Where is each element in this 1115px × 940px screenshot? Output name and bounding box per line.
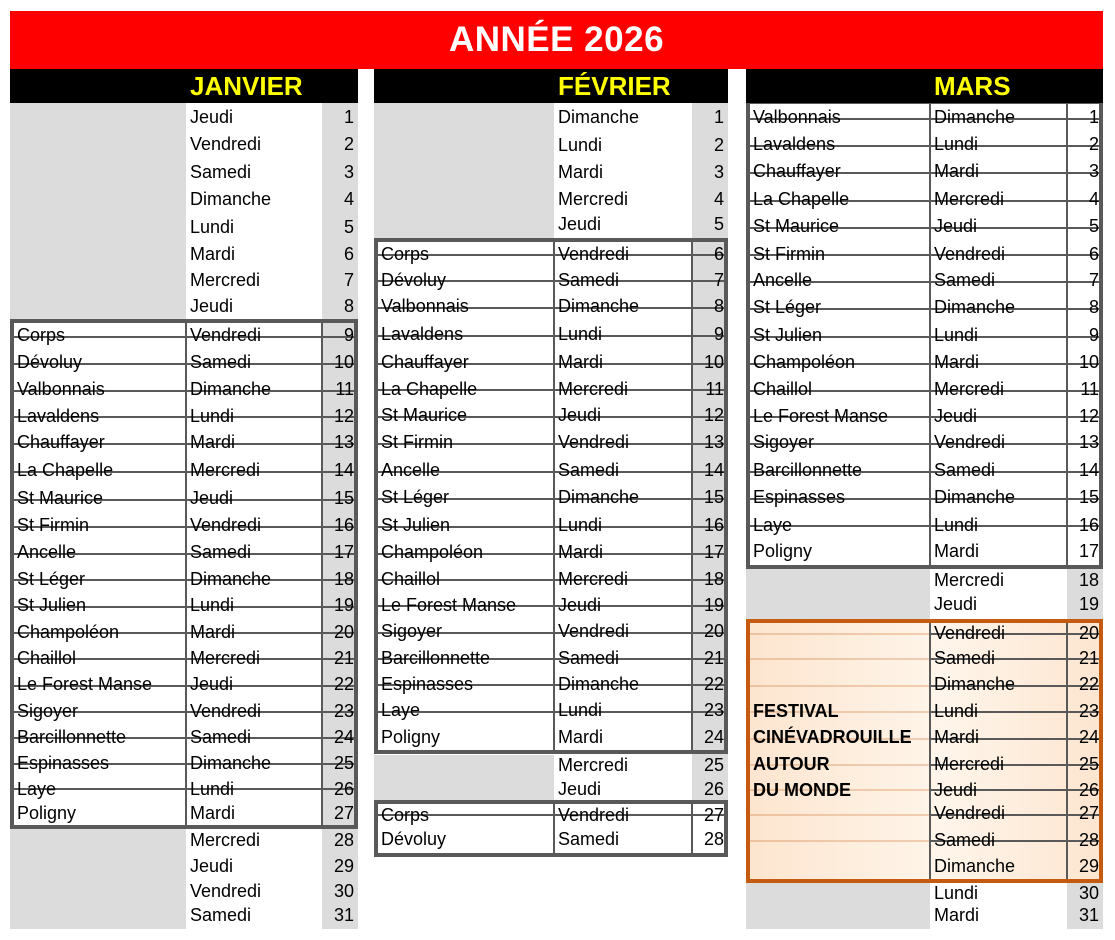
village-name: Chauffayer [381, 352, 469, 372]
village-name: Chaillol [753, 379, 813, 399]
day-name: Lundi [934, 883, 979, 903]
village-name: Corps [381, 244, 430, 264]
date-number: 11 [1080, 379, 1099, 399]
day-name: Jeudi [190, 674, 234, 694]
village-name: Poligny [381, 727, 441, 747]
date-number: 25 [703, 755, 724, 775]
date-number: 23 [333, 701, 354, 721]
day-name: Jeudi [558, 214, 602, 234]
date-number: 21 [1078, 648, 1099, 668]
day-name: Mardi [934, 727, 980, 747]
date-number: 2 [713, 135, 724, 155]
day-name: Mardi [934, 541, 980, 561]
date-number: 27 [333, 803, 354, 823]
day-name: Lundi [934, 515, 979, 535]
village-name: St Julien [381, 515, 451, 535]
festival-label: FESTIVAL [753, 701, 839, 721]
date-number: 28 [703, 829, 724, 849]
day-name: Vendredi [190, 515, 262, 535]
festival-frame [746, 619, 1103, 883]
month-header-mar [746, 69, 1103, 103]
date-number: 28 [333, 830, 354, 850]
village-name: Dévoluy [381, 829, 447, 849]
village-name: La Chapelle [753, 189, 850, 209]
day-name: Vendredi [934, 623, 1006, 643]
date-number: 12 [1078, 406, 1099, 426]
date-number: 10 [333, 352, 354, 372]
day-name: Dimanche [558, 487, 640, 507]
day-name: Mercredi [558, 189, 629, 209]
date-number: 31 [333, 905, 354, 925]
date-number: 19 [703, 595, 724, 615]
day-name: Vendredi [190, 701, 262, 721]
village-name: Lavaldens [753, 134, 836, 154]
village-name: Poligny [753, 541, 813, 561]
day-name: Mercredi [558, 755, 629, 775]
month-header-jan [10, 69, 358, 103]
day-name: Samedi [558, 829, 620, 849]
day-name: Samedi [190, 727, 252, 747]
village-name: Le Forest Manse [17, 674, 153, 694]
date-number: 13 [703, 432, 724, 452]
date-number: 20 [703, 621, 724, 641]
village-name: Dévoluy [17, 352, 83, 372]
day-name: Jeudi [558, 779, 602, 799]
date-number: 24 [703, 727, 724, 747]
day-name: Dimanche [190, 569, 272, 589]
day-name: Mardi [190, 622, 236, 642]
village-name: Poligny [17, 803, 77, 823]
village-name: St Maurice [753, 216, 840, 236]
village-name: Chaillol [381, 569, 441, 589]
date-number: 2 [1088, 134, 1099, 154]
day-name: Vendredi [190, 881, 262, 901]
day-name: Mercredi [558, 569, 629, 589]
date-number: 7 [713, 270, 724, 290]
month-name: MARS [934, 71, 1011, 101]
day-name: Jeudi [190, 107, 234, 127]
date-number: 12 [703, 405, 724, 425]
day-name: Dimanche [934, 674, 1016, 694]
village-name: Corps [381, 805, 430, 825]
day-name: Mardi [190, 803, 236, 823]
day-name: Mercredi [190, 270, 261, 290]
date-number: 9 [1088, 325, 1099, 345]
village-name: Le Forest Manse [381, 595, 517, 615]
day-name: Jeudi [934, 216, 978, 236]
day-name: Samedi [190, 542, 252, 562]
village-name: St Léger [17, 569, 86, 589]
village-name: Barcillonnette [17, 727, 127, 747]
village-name: Laye [753, 515, 793, 535]
date-number: 18 [1078, 570, 1099, 590]
date-number: 23 [703, 700, 724, 720]
village-name: Chauffayer [753, 161, 841, 181]
gray-fill [746, 882, 930, 929]
date-number: 10 [1078, 352, 1099, 372]
date-number: 16 [703, 515, 724, 535]
date-number: 19 [1078, 594, 1099, 614]
date-number: 31 [1078, 905, 1099, 925]
day-name: Dimanche [558, 674, 640, 694]
day-name: Jeudi [190, 488, 234, 508]
date-number: 28 [1078, 830, 1099, 850]
village-name: Corps [17, 325, 66, 345]
village-name: Champoléon [753, 352, 856, 372]
day-name: Vendredi [190, 134, 262, 154]
village-name: St Julien [753, 325, 823, 345]
day-name: Mercredi [934, 189, 1005, 209]
day-name: Lundi [190, 406, 235, 426]
date-number: 8 [1088, 297, 1099, 317]
date-number: 24 [333, 727, 354, 747]
date-number: 17 [333, 542, 354, 562]
festival-label: AUTOUR [753, 754, 830, 774]
village-name: St Firmin [381, 432, 453, 452]
village-name: St Maurice [17, 488, 104, 508]
gray-fill [374, 103, 554, 239]
date-number: 11 [705, 379, 724, 399]
date-number: 16 [333, 515, 354, 535]
day-name: Dimanche [558, 107, 640, 127]
day-name: Mercredi [558, 379, 629, 399]
day-name: Mardi [190, 432, 236, 452]
date-number: 3 [343, 162, 354, 182]
festival-label: DU MONDE [753, 780, 851, 800]
village-name: Ancelle [381, 460, 441, 480]
village-name: St Maurice [381, 405, 468, 425]
day-name: Mercredi [934, 379, 1005, 399]
village-name: St Léger [381, 487, 450, 507]
day-name: Mercredi [190, 460, 261, 480]
day-name: Lundi [190, 779, 235, 799]
date-number: 20 [1078, 623, 1099, 643]
day-name: Mercredi [934, 754, 1005, 774]
village-name: Sigoyer [753, 432, 815, 452]
date-number: 5 [343, 217, 354, 237]
village-name: Champoléon [17, 622, 120, 642]
date-number: 21 [703, 648, 724, 668]
date-number: 11 [335, 379, 354, 399]
day-name: Jeudi [934, 406, 978, 426]
gray-fill [10, 829, 186, 929]
date-number: 27 [703, 805, 724, 825]
day-name: Vendredi [934, 803, 1006, 823]
day-name: Lundi [558, 515, 603, 535]
date-number: 26 [1078, 780, 1099, 800]
day-name: Vendredi [558, 244, 630, 264]
date-number: 30 [333, 881, 354, 901]
date-number: 26 [333, 779, 354, 799]
day-name: Vendredi [190, 325, 262, 345]
day-name: Dimanche [190, 189, 272, 209]
date-number: 3 [713, 162, 724, 182]
day-name: Dimanche [190, 753, 272, 773]
date-number: 25 [333, 753, 354, 773]
day-name: Jeudi [934, 780, 978, 800]
village-name: Espinasses [381, 674, 474, 694]
date-number: 6 [713, 244, 724, 264]
village-name: Espinasses [753, 487, 846, 507]
day-name: Dimanche [934, 107, 1016, 127]
day-name: Mardi [934, 905, 980, 925]
day-name: Dimanche [558, 296, 640, 316]
date-number: 1 [343, 107, 354, 127]
day-name: Samedi [558, 270, 620, 290]
day-name: Jeudi [934, 594, 978, 614]
day-name: Lundi [558, 700, 603, 720]
date-number: 10 [703, 352, 724, 372]
date-number: 14 [1078, 460, 1099, 480]
village-name: Laye [17, 779, 57, 799]
village-name: Lavaldens [381, 324, 464, 344]
date-number: 20 [333, 622, 354, 642]
village-name: Sigoyer [17, 701, 79, 721]
day-name: Dimanche [934, 856, 1016, 876]
village-name: St Firmin [17, 515, 89, 535]
day-name: Samedi [558, 648, 620, 668]
day-name: Lundi [934, 325, 979, 345]
day-name: Mercredi [934, 570, 1005, 590]
date-number: 26 [703, 779, 724, 799]
day-name: Jeudi [190, 296, 234, 316]
day-name: Mardi [558, 542, 604, 562]
date-number: 18 [703, 569, 724, 589]
gray-fill [374, 755, 554, 800]
date-number: 17 [1078, 541, 1099, 561]
village-name: Ancelle [753, 270, 813, 290]
date-number: 15 [703, 487, 724, 507]
village-name: Valbonnais [753, 107, 841, 127]
date-number: 15 [333, 488, 354, 508]
date-number: 27 [1078, 803, 1099, 823]
village-name: Espinasses [17, 753, 110, 773]
date-number: 17 [703, 542, 724, 562]
date-number: 7 [1088, 270, 1099, 290]
date-number: 9 [713, 324, 724, 344]
day-name: Dimanche [190, 379, 272, 399]
village-name: Valbonnais [17, 379, 105, 399]
village-name: St Léger [753, 297, 822, 317]
day-name: Lundi [558, 324, 603, 344]
date-number: 6 [343, 244, 354, 264]
date-number: 13 [333, 432, 354, 452]
village-name: St Firmin [753, 244, 825, 264]
date-number: 22 [703, 674, 724, 694]
day-name: Vendredi [558, 432, 630, 452]
date-number: 22 [333, 674, 354, 694]
village-name: Valbonnais [381, 296, 469, 316]
date-number: 29 [333, 856, 354, 876]
village-name: La Chapelle [381, 379, 478, 399]
date-number: 1 [713, 107, 724, 127]
day-name: Lundi [934, 134, 979, 154]
day-name: Samedi [190, 352, 252, 372]
date-number: 8 [713, 296, 724, 316]
day-name: Mercredi [190, 648, 261, 668]
date-number: 1 [1088, 107, 1099, 127]
gray-fill [10, 103, 186, 321]
date-number: 6 [1088, 244, 1099, 264]
day-name: Jeudi [190, 856, 234, 876]
date-number: 22 [1078, 674, 1099, 694]
month-name: FÉVRIER [558, 71, 671, 101]
year-title: ANNÉE 2026 [10, 11, 1103, 69]
village-name: Barcillonnette [381, 648, 491, 668]
day-name: Samedi [934, 830, 996, 850]
day-name: Dimanche [934, 487, 1016, 507]
village-name: Dévoluy [381, 270, 447, 290]
day-name: Dimanche [934, 297, 1016, 317]
date-number: 5 [1088, 216, 1099, 236]
date-number: 8 [343, 296, 354, 316]
day-name: Samedi [190, 905, 252, 925]
date-number: 4 [1088, 189, 1099, 209]
village-name: Sigoyer [381, 621, 443, 641]
day-name: Mardi [190, 244, 236, 264]
date-number: 4 [713, 189, 724, 209]
date-number: 13 [1078, 432, 1099, 452]
date-number: 15 [1078, 487, 1099, 507]
date-number: 4 [343, 189, 354, 209]
date-number: 23 [1078, 701, 1099, 721]
day-name: Samedi [190, 162, 252, 182]
day-name: Vendredi [558, 621, 630, 641]
date-number: 12 [333, 406, 354, 426]
day-name: Samedi [934, 270, 996, 290]
date-number: 3 [1088, 161, 1099, 181]
day-name: Samedi [558, 460, 620, 480]
date-number: 30 [1078, 883, 1099, 903]
date-number: 5 [713, 214, 724, 234]
date-number: 7 [343, 270, 354, 290]
village-name: Laye [381, 700, 421, 720]
village-name: Chaillol [17, 648, 77, 668]
date-number: 18 [333, 569, 354, 589]
day-name: Lundi [190, 217, 235, 237]
date-number: 2 [343, 134, 354, 154]
village-name: Chauffayer [17, 432, 105, 452]
date-number: 16 [1078, 515, 1099, 535]
village-name: St Julien [17, 595, 87, 615]
date-number: 14 [703, 460, 724, 480]
date-number: 9 [343, 325, 354, 345]
day-name: Samedi [934, 648, 996, 668]
date-number: 19 [333, 595, 354, 615]
day-name: Jeudi [558, 595, 602, 615]
village-name: Barcillonnette [753, 460, 863, 480]
day-name: Mardi [558, 727, 604, 747]
date-number: 25 [1078, 754, 1099, 774]
date-number: 14 [333, 460, 354, 480]
village-name: Lavaldens [17, 406, 100, 426]
month-header-feb [374, 69, 728, 103]
village-name: Le Forest Manse [753, 406, 889, 426]
village-name: La Chapelle [17, 460, 114, 480]
day-name: Jeudi [558, 405, 602, 425]
day-name: Mardi [558, 162, 604, 182]
date-number: 21 [333, 648, 354, 668]
gray-fill [746, 569, 930, 619]
day-name: Mardi [934, 352, 980, 372]
date-number: 29 [1078, 856, 1099, 876]
day-name: Vendredi [934, 244, 1006, 264]
day-name: Lundi [934, 701, 979, 721]
day-name: Vendredi [558, 805, 630, 825]
festival-label: CINÉVADROUILLE [753, 727, 912, 747]
day-name: Samedi [934, 460, 996, 480]
day-name: Lundi [190, 595, 235, 615]
date-number: 24 [1078, 727, 1099, 747]
day-name: Mardi [558, 352, 604, 372]
village-name: Ancelle [17, 542, 77, 562]
day-name: Vendredi [934, 432, 1006, 452]
month-name: JANVIER [190, 71, 303, 101]
day-name: Mercredi [190, 830, 261, 850]
village-name: Champoléon [381, 542, 484, 562]
day-name: Mardi [934, 161, 980, 181]
day-name: Lundi [558, 135, 603, 155]
